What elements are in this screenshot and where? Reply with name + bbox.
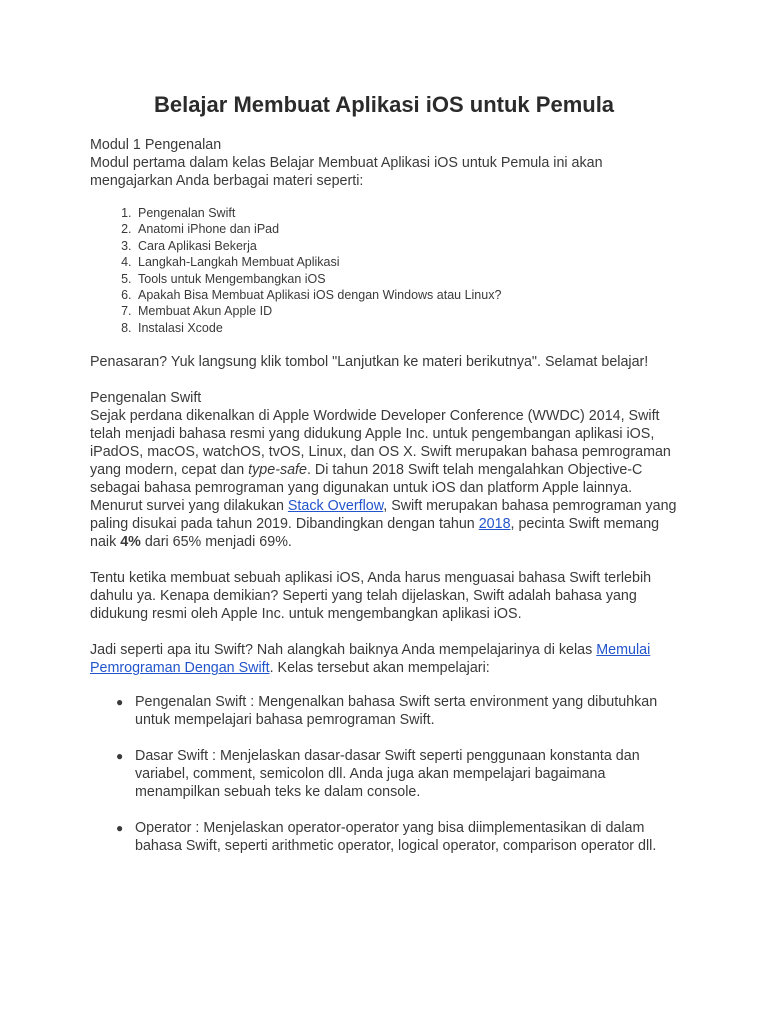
list-item [116,747,680,801]
swift-text-3: , Swift merupakan bahasa pemrograman yang paling disukai pada tahun 2019. Dibandingkan dengan tahun [90,498,677,533]
type-safe-term: type-safe [248,462,307,479]
list-item: 1. Pengenalan Swift [135,205,680,221]
tentu-paragraph: Tentu ketika membuat sebuah aplikasi iOS, Anda harus menguasai bahasa Swift terlebih dahulu ya. Kenapa demikian? Seperti yang telah dijelaskan, Swift adalah bahasa yang didukung resmi oleh Apple Inc. untuk mengembangkan aplikasi iOS. [90,570,652,623]
stack-overflow-link[interactable]: Stack Overflow [287,498,384,515]
list-item-text: Dasar Swift : Menjelaskan dasar-dasar Swift seperti penggunaan konstanta dan variabel, comment, semicolon dll. Anda juga akan mempelajari bagaimana menampilkan sebuah teks ke dalam console. [135,748,640,801]
jadi-paragraph [90,641,680,677]
list-item: 6. Apakah Bisa Membuat Aplikasi iOS dengan Windows atau Linux? [135,287,680,303]
list-item [116,819,680,855]
list-item: 4. Langkah-Langkah Membuat Aplikasi [135,254,680,270]
module-heading: Modul 1 Pengenalan [90,137,222,153]
bullet-icon: ● [116,749,124,764]
list-item: 2. Anatomi iPhone dan iPad [135,221,680,237]
intro-paragraph: Modul pertama dalam kelas Belajar Membuat Aplikasi iOS untuk Pemula ini akan mengajarkan Anda berbagai materi seperti: [90,155,603,189]
percent-increase: 4% [120,534,141,551]
list-item: 8. Instalasi Xcode [135,320,680,336]
list-item-text: Pengenalan Swift : Mengenalkan bahasa Swift serta environment yang dibutuhkan untuk mempelajari bahasa pemrograman Swift. [135,694,658,729]
swift-heading: Pengenalan Swift [90,390,202,407]
jadi-text-1: Jadi seperti apa itu Swift? Nah alangkah baiknya Anda mempelajarinya di kelas [90,642,597,659]
swift-text-5: dari 65% menjadi 69%. [140,534,292,551]
swift-paragraph [90,407,680,551]
jadi-text-2: . Kelas tersebut akan mempelajari: [269,660,490,677]
list-item-text: Operator : Menjelaskan operator-operator yang bisa diimplementasikan di dalam bahasa Swift, seperti arithmetic operator, logical operator, comparison operator dll. [135,820,657,855]
bullet-icon: ● [116,695,124,710]
cta-paragraph: Penasaran? Yuk langsung klik tombol "Lanjutkan ke materi berikutnya". Selamat belajar! [90,354,649,371]
swift-text-1: Sejak perdana dikenalkan di Apple Wordwide Developer Conference (WWDC) 2014, Swift telah menjadi bahasa resmi yang didukung Apple Inc. untuk pengembangan aplikasi iOS, iPadOS, macOS, watchOS, tvOS, Linux, dan OS X. Swift merupakan bahasa pemrograman yang modern, cepat dan [90,408,671,479]
swift-course-link[interactable]: Memulai Pemrograman Dengan Swift [90,642,651,677]
list-item [116,693,680,729]
learn-list [90,693,680,855]
materi-list [90,205,680,336]
bullet-icon: ● [116,821,124,836]
list-item: 7. Membuat Akun Apple ID [135,303,680,319]
swift-text-2: . Di tahun 2018 Swift telah mengalahkan Objective-C sebagai bahasa pemrograman yang digunakan untuk iOS dan platform Apple lainnya. Menurut survei yang dilakukan [90,462,643,515]
list-item: 3. Cara Aplikasi Bekerja [135,238,680,254]
document-body [90,136,680,873]
page-title: Belajar Membuat Aplikasi iOS untuk Pemula [153,92,615,117]
swift-text-4: , pecinta Swift memang naik [90,516,660,551]
list-item: 5. Tools untuk Mengembangkan iOS [135,271,680,287]
year-2018-link[interactable]: 2018 [478,516,511,533]
